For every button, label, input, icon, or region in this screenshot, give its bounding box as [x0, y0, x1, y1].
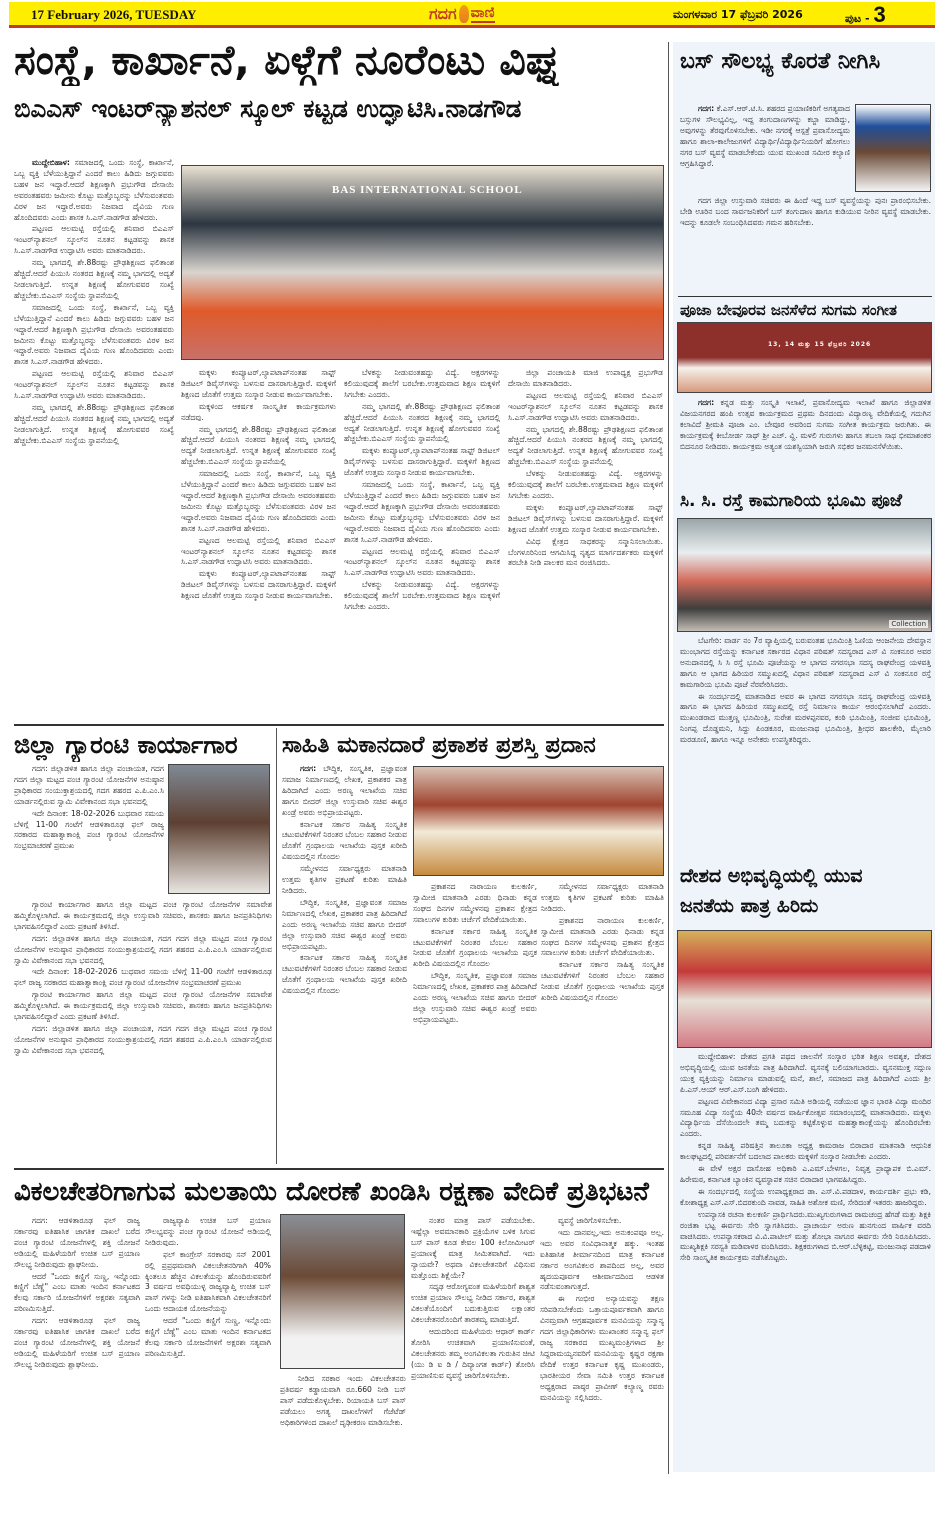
vikalachetana-col3 — [411, 1216, 535, 1474]
vikalachetana-portrait-photo — [280, 1214, 405, 1369]
page-number — [845, 2, 886, 27]
vikalachetana-paragraph: ನಂತರ ಮಾತ್ರ ಪಾಸ್ ಪಡೆಯಬೇಕು. ಇಷ್ಟೆಲ್ಲಾ ಅವಮಾನಕಾರಿ ಪ್ರಕ್ರಿಯೆಗಳ ಬಳಿಕ ಸಿಗುವ ಬಸ್ ಪಾಸ್ ಕೂಡ ಕೇವಲ 100 ಕಿಲೋಮೀಟರ್ ಪ್ರಯಾಣಕ್ಕೆ ಮಾತ್ರ ಸೀಮಿತವಾಗಿದೆ. ಇದು ನ್ಯಾಯವೇ? ಅಥವಾ ವಿಕಲಚೇತನರಿಗೆ ವಿಧಿಸುವ ಮತ್ತೊಂದು ಶಿಕ್ಷೆಯೇ? — [411, 1216, 535, 1280]
sahiti-paragraph: ಪ್ರಕಾಶನದ ನಾರಾಯಣ ಕುಲಕರ್ಣಿ, ಸ್ವಾಮೀಜಿ ಮಾತನಾಡಿ ಎರಡು ಧಿನಾಡು ಕನ್ನಡ ಸಂಘದ ದಿನಗಳ ಸಮ್ಮೇಳನವು ಪ್ರಕಾಶನ ಕ್ಷೇತ್ರದ ಸವಾಲುಗಳ ಕುರಿತು ಚರ್ಚೆಗೆ ವೇದಿಕೆಯಾಯಿತು. — [541, 915, 664, 958]
vikalachetana-paragraph: ಸದೃಢ ಆರೋಗ್ಯವಂತ ಮಹಿಳೆಯರಿಗೆ ಶಾಶ್ವತ ಉಚಿತ ಪ್ರಯಾಣ ಸೌಲಭ್ಯ ನೀಡಿದ ಸರ್ಕಾರ, ಶಾಶ್ವತ ವಿಕಲತೆಯೊಂದಿಗೆ ಬದುಕುತ್ತಿರುವ ಲಕ್ಷಾಂತರ ವಿಕಲಚೇತನರೊಂದಿಗೆ ತಾರತಮ್ಯ ಮಾಡುತ್ತಿದೆ. — [411, 1282, 535, 1325]
main-article-col3 — [344, 368, 500, 718]
main-paragraph: ಸಮಾಜದಲ್ಲಿ ಒಂದು ಸಂಸ್ಥೆ, ಕಾರ್ಖಾನೆ, ಒಬ್ಬ ವ್ಯಕ್ತಿ ಬೆಳೆಯುತ್ತಿದ್ದಾನೆ ಎಂದರೆ ಕಾಲು ಹಿಡಿದು ಜಗ್ಗುವವರು ಬಹಳ ಜನ ಇದ್ದಾರೆ.ಆದರೆ ಶಿಕ್ಷಣಕ್ಕಾಗಿ ಪ್ರಭುಗೌಡ ದೇಸಾಯಿ ಅವರಂತಹವರು ಜಮೀನು ಕೊಟ್ಟು ಮತ್ತೊಬ್ಬರನ್ನು ಬೆಳೆಸುವಂತವರು ವಿರಳ ಜನ ಇದ್ದಾರೆ.ಅವರು ನಿಜವಾದ ದೈವಿಯ ಗುಣ ಹೊಂದಿದವರು ಎಂದು ಶಾಸಕ ಸಿ.ಎಸ್.ನಾಡಗೌಡ ಹೇಳಿದರು. — [344, 480, 500, 544]
youth-paragraph: ಪಟ್ಟಣದ ವಿವೇಕಾನಂದ ವಿದ್ಯಾ ಪ್ರಸಾರ ಸಮಿತಿ ಅಡಿಯಲ್ಲಿ ನಡೆಯುವ ಜ್ಞಾನ ಭಾರತಿ ವಿದ್ಯಾ ಮಂದಿರ ಸಮೂಹ ವಿದ್ಯಾ ಸಂಸ್ಥೆಯ 40ನೇ ವರ್ಷದ ವಾರ್ಷಿಕೋತ್ಸವ ಸಮಾರಂಭದಲ್ಲಿ ಮಾತನಾಡಿದರು. ಮಕ್ಕಳು ವಿದ್ಯಾರ್ಥಿಯ ದೆಸೆಯಿಂದಲೇ ತಮ್ಮ ಬದುಕನ್ನು ಕಟ್ಟಿಕೊಳ್ಳುವ ಮಹತ್ವಾಕಾಂಕ್ಷೆಯನ್ನು ಹೊಂದಿರಬೇಕು ಎಂದರು. — [680, 1096, 931, 1139]
section-divider — [14, 1168, 664, 1170]
vikalachetana-headline: ವಿಕಲಚೇತರಿಗಾಗುವ ಮಲತಾಯಿ ದೋರಣೆ ಖಂಡಿಸಿ ರಕ್ಷಣಾ ವೇದಿಕೆ ಪ್ರತಿಭಟನೆ — [14, 1177, 649, 1207]
main-article-photo — [181, 165, 664, 360]
vikalachetana-paragraph: ಫಲ್ ಕಾಂಗ್ರೇಸ್ ಸರಕಾರವು ಸನ್ 2001 ರಲ್ಲಿ ಪ್ರಪ್ರಥಮವಾಗಿ ವಿಕಲಚೇತನರಿಗಾಗಿ 40% ಕ್ಕಿಂತಲೂ ಹೆಚ್ಚಿನ ವಿಕಲತೆಯನ್ನು ಹೊಂದಿರುವವರಿಗೆ 3 ವರ್ಷದ ಅವಧಿಯುಳ್ಳ ರಾಜ್ಯವ್ಯಾಪ್ತಿ ಉಚಿತ ಬಸ್ ಪಾಸ್ ಗಳನ್ನು ನೀಡಿ ಐತಿಹಾಸಿಕವಾಗಿ ವಿಕಲಚೇತನರಿಗೆ ಒಂದು ಆದಾಯಕ ಯೋಜನೆಯನ್ನು — [145, 1249, 271, 1314]
vikalachetana-paragraph: ಈ ಗಂಭೀರ ಅನ್ಯಾಯವನ್ನು ತಕ್ಷಣ ಸರಿಪಡಿಸಬೇಕೆಂದು ಒತ್ತಾಯಪೂರ್ವಕವಾಗಿ ಹಾಗೂ ವಿನಮ್ರವಾಗಿ ಆಗ್ರಹಪೂರ್ವಕ ಮನವಿಯನ್ನು ಸನ್ಮಾನ್ಯ ಗದಗ ಜಿಲ್ಲಾಧಿಕಾರಿಗಳು ಮುಖಾಂತರ ಸನ್ಮಾನ್ಯ ಫಲ್ ರಾಜ್ಯ ಸರಕಾರದ ಮುಖ್ಯಮಂತ್ರಿಗಳಾದ ಶ್ರೀ ಸಿದ್ದರಾಮಯ್ಯನವರಿಗೆ ಮನವಿಯನ್ನು ಕೃಷ್ಣರ ರಕ್ಷಣಾ ವೇದಿಕೆ ಉತ್ತರ ಕರ್ನಾಟಕ ಕೃಷ್ಣ ಮುಖಂಡರು, ಭಾರತೀಯರ ಸೇವಾ ಸಮಿತಿ ಉತ್ತರ ಕರ್ನಾಟಕ ಅಧ್ಯಕ್ಷರಾದ ಪಾಷ್ಠರ ಪ್ರಾವೀಣ್ ಕಲ್ಯಾಣ್ಮ ರವರು ಮನವಿಯನ್ನು ಸಲ್ಲಿಸಿದರು. — [540, 1294, 664, 1402]
vikalachetana-paragraph: ಆದರೆ "ಒಂದು ಕಣ್ಣಿಗೆ ಸುಣ್ಣ, ಇನ್ನೊಂದು ಕಣ್ಣಿಗೆ ಬೆಣ್ಣೆ" ಎಂಬ ಮಾತು ಇಂದಿನ ಕರ್ನಾಟಕದ ಕೆಲವು ಸರ್ಕಾರಿ ಯೋಜನೆಗಳಿಗೆ ಅಕ್ಷರಶಃ ಸತ್ಯವಾಗಿ ಪರಿಣಮಿಸುತ್ತಿದೆ. — [14, 1271, 140, 1314]
column-divider — [668, 42, 669, 1474]
music-headline: ಪೂಜಾ ಬೇವೂರವ ಜನಸೆಳೆದ ಸುಗಮ ಸಂಗೀತ — [680, 301, 897, 319]
logo-text-left: ಗದಗ — [429, 4, 457, 23]
youth-paragraph: ಮುದ್ದೇಬಿಹಾಳ: ದೇಶದ ಪ್ರಗತಿ ಪಥದ ಚಾಲನೆಗೆ ಸಂಸ್ಕಾರ ಭರಿತ ಶಿಕ್ಷಣ ಅವಶ್ಯಕ, ದೇಶದ ಅಭಿವೃದ್ಧಿಯಲ್ಲಿ ಯುವ ಜನತೆಯ ಪಾತ್ರ ಹಿರಿದಾಗಿದೆ. ವ್ಯಸನಕ್ಕೆ ಬಲಿಯಾಗಬಾರದು. ವ್ಯಸನಮುಕ್ತ ಸದ್ಗುಣ ಯುಕ್ತ ವ್ಯಕ್ತಿಯನ್ನು ನಿರ್ಮಾಣ ಮಾಡುವಲ್ಲಿ ಮನೆ, ಶಾಲೆ, ಸಮಾಜದ ಪಾತ್ರ ಹಿರಿದಾಗಿದೆ ಎಂದು ಶ್ರೀ ಪಿ.ಎಸ್.ಆಯ್ ಆರ್.ಎಸ್.ಬಂಗಿ ಹೇಳಿದರು. — [680, 1052, 931, 1094]
sahiti-paragraph: ಕರ್ನಾಟಕ ಸರ್ಕಾರ ಸಾಹಿತ್ಯ ಸಂಸ್ಕೃತಿಕ ಚಟುವಟಿಕೆಗಳಿಗೆ ನಿರಂತರ ಬೆಂಬಲ ಸಹಕಾರ ನೀಡುವ ಜೊತೆಗೆ ಗ್ರಂಥಾಲಯ ಇಲಾಖೆಯ ಪುಸ್ತಕ ಖರೀದಿ ವಿಷಯದಲ್ಲಿನ ಗೊಂದಲ — [541, 960, 664, 1003]
main-paragraph: ಮಕ್ಕಳಿಂದ ಆಕರ್ಷಕ ಸಾಂಸ್ಕೃತಿಕ ಕಾರ್ಯಕ್ರಮಗಳು ನಡೆದವು. — [181, 401, 336, 422]
sahiti-paragraph: ಬೌದ್ಧಿಕ, ಸಂಸ್ಕೃತಿಕ, ಪ್ರಜ್ಞಾವಂತ ಸಮಾಜ ನಿರ್ಮಾಣದಲ್ಲಿ ಲೇಖಕ, ಪ್ರಕಾಶಕರ ಪಾತ್ರ ಹಿರಿದಾಗಿದೆ ಎಂದು ಅರಣ್ಯ ಇಲಾಖೆಯ ಸಚಿವ ಹಾಗೂ ಬೀದರ್ ಜಿಲ್ಲಾ ಉಸ್ತುವಾರಿ ಸಚಿವ ಈಶ್ವರ ಖಂಡ್ರೆ ಅವರು ಅಭಿಪ್ರಾಯಪಟ್ಟರು. — [282, 764, 407, 817]
vikalachetana-paragraph: ಗದಗ: ಆಡಳಿತಾರೂಢ ಫಲ್ ರಾಜ್ಯ ಸರ್ಕಾರವು ಐತಿಹಾಸಿಕ ಜಾಗತಿಕ ದಾಖಲೆ ಬರೆದ ಪಂಚ ಗ್ಯಾರಂಟಿ ಯೋಜನೆಗಳಲ್ಲಿ ಶಕ್ತಿ ಯೋಜನೆ ಅಡಿಯಲ್ಲಿ ಮಹಿಳೆಯರಿಗೆ ಉಚಿತ ಬಸ್ ಪ್ರಯಾಣ ಸೌಲಭ್ಯ ನೀಡಿರುವುದು ಶ್ಲಾಘನೀಯ. — [14, 1316, 140, 1369]
sahiti-dateline: ಗದಗ: — [300, 764, 317, 773]
sahiti-paragraph: ಕರ್ನಾಟಕ ಸರ್ಕಾರ ಸಾಹಿತ್ಯ ಸಂಸ್ಕೃತಿಕ ಚಟುವಟಿಕೆಗಳಿಗೆ ನಿರಂತರ ಬೆಂಬಲ ಸಹಕಾರ ನೀಡುವ ಜೊತೆಗೆ ಗ್ರಂಥಾಲಯ ಇಲಾಖೆಯ ಪುಸ್ತಕ ಖರೀದಿ ವಿಷಯದಲ್ಲಿನ ಗೊಂದಲ — [282, 953, 407, 996]
main-paragraph: ನಮ್ಮ ಭಾಗದಲ್ಲಿ ಶೇ.88ರಷ್ಟು ಪ್ರೌಢಶಿಕ್ಷಣದ ಫಲಿತಾಂಶ ಹೆಚ್ಚಿದೆ.ಆದರೆ ಪಿಯುಸಿ ನಂತರದ ಶಿಕ್ಷಣಕ್ಕೆ ನಮ್ಮ ಭಾಗದಲ್ಲಿ ಅದ್ಯತೆ ನೀಡಲಾಗುತ್ತಿದೆ. ಉನ್ನತ ಶಿಕ್ಷಣಕ್ಕೆ ಹೋಗುವವರ ಸಂಖ್ಯೆ ಹೆಚ್ಚಬೇಕು.ಬಿಎಎಸ್ ಸಂಸ್ಥೆಯ ಸ್ಥಾಪನೆಯಲ್ಲಿ — [181, 424, 336, 467]
bus-headline: ಬಸ್ ಸೌಲಭ್ಯ ಕೊರತೆ ನೀಗಿಸಿ — [680, 49, 881, 74]
main-paragraph: ಬೆಳಕನ್ನು ನೀಡುವಂತಹದ್ದು ವಿದ್ಯೆ. ಅಕ್ಷರಗಳನ್ನು ಕಲಿಯುವುದಕ್ಕೆ ಶಾಲೆಗೆ ಬರಬೇಕು.ಉತ್ತಮವಾದ ಶಿಕ್ಷಣ ಮಕ್ಕಳಿಗೆ ಸಿಗಬೇಕು ಎಂದರು. — [508, 469, 663, 500]
guarantee-text-col — [14, 764, 164, 896]
guarantee-paragraph: ಗದಗ: ಜಿಲ್ಲಾಡಳಿತ ಹಾಗೂ ಜಿಲ್ಲಾ ಪಂಚಾಯತ, ಗದಗ ಗದಗ ಜಿಲ್ಲಾ ಮಟ್ಟದ ಪಂಚ ಗ್ಯಾರಂಟಿ ಯೋಜನೆಗಳ ಅನುಷ್ಠಾನ ಪ್ರಾಧಿಕಾರದ ಸಂಯುಕ್ತಾಶ್ರಯದಲ್ಲಿ ಗದಗ ಶಹರದ ಎ.ಪಿ.ಎಂ.ಸಿ ಯಾರ್ಡನಲ್ಲಿರುವ ಸ್ವಾಮಿ ವಿವೇಕಾನಂದ ಸಭಾ ಭವನದಲ್ಲಿ — [14, 764, 164, 806]
guarantee-paragraph: ಗ್ಯಾರಂಟಿ ಕಾರ್ಯಾಗಾರ ಹಾಗೂ ಜಿಲ್ಲಾ ಮಟ್ಟದ ಪಂಚ ಗ್ಯಾರಂಟಿ ಯೋಜನೆಗಳ ಸಮಾವೇಶ ಹಮ್ಮಿಕೊಳ್ಳಲಾಗಿದೆ. ಈ ಕಾರ್ಯಕ್ರಮದಲ್ಲಿ ಜಿಲ್ಲಾ ಉಸ್ತುವಾರಿ ಸಚಿವರು, ಶಾಸಕರು ಹಾಗೂ ಜನಪ್ರತಿನಿಧಿಗಳು ಭಾಗವಹಿಸಲಿದ್ದಾರೆ ಎಂದು ಪ್ರಕಟಣೆ ತಿಳಿಸಿದೆ. — [14, 990, 272, 1022]
music-paragraph: ಕನ್ನಡ ಮತ್ತು ಸಂಸ್ಕೃತಿ ಇಲಾಖೆ, ಪ್ರವಾಸೋದ್ಯಮ ಇಲಾಖೆ ಹಾಗೂ ಜಿಲ್ಲಾಡಳಿತ ವಿಜಯನಗರದ ಹಂಪಿ ಉತ್ಸವ ಕಾರ್ಯಕ್ರಮದ ಪ್ರಥಮ ದಿನದಂದು ವಿದ್ಯಾರಣ್ಯ ವೇದಿಕೆಯಲ್ಲಿ ಗದುಗಿನ ಕಲಾವಿದೆ ಶ್ರೀಮತಿ ಪೂಜಾ ಎಂ. ಬೇವೂರ ಅವರಿಂದ ಸುಗಮ ಸಂಗೀತ ಕಾರ್ಯಕ್ರಮ ಜರುಗಿತು. ಈ ಕಾರ್ಯಕ್ರಮಕ್ಕೆ ಕೀಬೋರ್ಡ ಸಾಥ್ ಶ್ರೀ ಎಚ್. ವ್ಹಿ. ಮಳಲಿ ಗುರುಗಳು ಹಾಗೂ ತಬಲಾ ಸಾಥ ಭೀಮಾಶಂಕರ ಬಿದನೂರ ನೀಡಿದರು. ಕಾರ್ಯಕ್ರಮ ಅತ್ಯಂತ ಯಶಸ್ವಿಯಾಗಿ ಜರುಗಿ ಸಭಿಕರ ಜನಮನಸೆಳೆಯಿತು. — [680, 398, 931, 451]
main-paragraph: ಮಕ್ಕಳು ಕಂಪ್ಯೂಟರ್,ಲ್ಯಾಪಟಾಪ್‌ನಂತಹ ಸಾಫ್ಟ್ ಡಿಜಿಟಲ್ ಡಿವೈಸ್‌ಗಳನ್ನು ಬಳಸುವ ದಾಸರಾಗುತ್ತಿದ್ದಾರೆ. ಮಕ್ಕಳಿಗೆ ಶಿಕ್ಷಣದ ಜೊತೆಗೆ ಉತ್ತಮ ಸಂಸ್ಕಾರ ನೀಡುವ ಕಾರ್ಯವಾಗಬೇಕು. — [508, 502, 663, 534]
vikalachetana-photo-caption-col — [280, 1374, 406, 1474]
vikalachetana-paragraph: ಗದಗ: ಆಡಳಿತಾರೂಢ ಫಲ್ ರಾಜ್ಯ ಸರ್ಕಾರವು ಐತಿಹಾಸಿಕ ಜಾಗತಿಕ ದಾಖಲೆ ಬರೆದ ಪಂಚ ಗ್ಯಾರಂಟಿ ಯೋಜನೆಗಳಲ್ಲಿ ಶಕ್ತಿ ಯೋಜನೆ ಅಡಿಯಲ್ಲಿ ಮಹಿಳೆಯರಿಗೆ ಉಚಿತ ಬಸ್ ಪ್ರಯಾಣ ಸೌಲಭ್ಯ ನೀಡಿರುವುದು ಶ್ಲಾಘನೀಯ. — [14, 1216, 140, 1269]
bus-dateline: ಗದಗ: — [698, 104, 715, 113]
main-paragraph: ವಿವಿಧ ಕ್ಷೇತ್ರದ ಸಾಧಕರನ್ನು ಸನ್ಮಾನಿಸಲಾಯಿತು. ಬೆಂಗಳೂರಿನಿಂದ ಆಗಮಿಸಿದ್ದ ನೃತ್ಯದ ಮಾರ್ಗದರ್ಶಕರು ಮಕ್ಕಳಿಗೆ ತರಬೇತಿ ನೀಡಿ ಪಾಲಕರ ಮನ ರಂಜಿಸಿದರು. — [508, 536, 663, 568]
page-label: ಪುಟ - — [845, 12, 870, 25]
main-article-col4 — [508, 368, 663, 718]
guarantee-portrait-photo — [168, 764, 270, 894]
flame-icon — [459, 5, 469, 23]
vikalachetana-paragraph: ವ್ಯವಸ್ಥೆ ಜಾರಿಗೊಳಿಸಬೇಕು. — [558, 1216, 622, 1225]
main-paragraph: ಮಕ್ಕಳು ಕಂಪ್ಯೂಟರ್,ಲ್ಯಾಪಟಾಪ್‌ನಂತಹ ಸಾಫ್ಟ್ ಡಿಜಿಟಲ್ ಡಿವೈಸ್‌ಗಳನ್ನು ಬಳಸುವ ದಾಸರಾಗುತ್ತಿದ್ದಾರೆ. ಮಕ್ಕಳಿಗೆ ಶಿಕ್ಷಣದ ಜೊತೆಗೆ ಉತ್ತಮ ಸಂಸ್ಕಾರ ನೀಡುವ ಕಾರ್ಯವಾಗಬೇಕು. — [344, 446, 500, 478]
guarantee-paragraph: ಗದಗ: ಜಿಲ್ಲಾಡಳಿತ ಹಾಗೂ ಜಿಲ್ಲಾ ಪಂಚಾಯತ, ಗದಗ ಗದಗ ಜಿಲ್ಲಾ ಮಟ್ಟದ ಪಂಚ ಗ್ಯಾರಂಟಿ ಯೋಜನೆಗಳ ಅನುಷ್ಠಾನ ಪ್ರಾಧಿಕಾರದ ಸಂಯುಕ್ತಾಶ್ರಯದಲ್ಲಿ ಗದಗ ಶಹರದ ಎ.ಪಿ.ಎಂ.ಸಿ ಯಾರ್ಡನಲ್ಲಿರುವ ಸ್ವಾಮಿ ವಿವೇಕಾನಂದ ಸಭಾ ಭವನದಲ್ಲಿ — [14, 1023, 272, 1055]
youth-paragraph: ಕನ್ನಡ ಸಾಹಿತ್ಯ ಪರಿಷತ್ತಿನ ತಾಲೂಕಾ ಅಧ್ಯಕ್ಷ ಕಾಮರಾಜ ಬಿರಾದಾರ ಮಾತನಾಡಿ ಆಧುನಿಕ ಕಾಲಘಟ್ಟದಲ್ಲಿ ಪರಿವರ್ತನೆಗೆ ಬದಲಾದ ಪಾಲಕರು ಮಕ್ಕಳಿಗೆ ಸಂಸ್ಕಾರ ನೀಡಬೇಕು ಎಂದರು. — [680, 1141, 931, 1162]
main-paragraph: ಪಟ್ಟಣದ ಆಲಮಟ್ಟಿ ರಸ್ತೆಯಲ್ಲಿ ಶನಿವಾರ ಬಿಎಎಸ್ ಇಂಟರ್‌ನ್ಯಾಶನಲ್ ಸ್ಕೂಲ್‌ನ ನೂತನ ಕಟ್ಟಡವನ್ನು ಶಾಸಕ ಸಿ.ಎಸ್.ನಾಡಗೌಡ ಉದ್ಘಾಟಿಸಿ ಅವರು ಮಾತನಾಡಿದರು. — [14, 224, 174, 256]
masthead — [9, 2, 935, 28]
main-paragraph: ನಮ್ಮ ಭಾಗದಲ್ಲಿ ಶೇ.88ರಷ್ಟು ಪ್ರೌಢಶಿಕ್ಷಣದ ಫಲಿತಾಂಶ ಹೆಚ್ಚಿದೆ.ಆದರೆ ಪಿಯುಸಿ ನಂತರದ ಶಿಕ್ಷಣಕ್ಕೆ ನಮ್ಮ ಭಾಗದಲ್ಲಿ ಅದ್ಯತೆ ನೀಡಲಾಗುತ್ತಿದೆ. ಉನ್ನತ ಶಿಕ್ಷಣಕ್ಕೆ ಹೋಗುವವರ ಸಂಖ್ಯೆ ಹೆಚ್ಚಬೇಕು.ಬಿಎಎಸ್ ಸಂಸ್ಥೆಯ ಸ್ಥಾಪನೆಯಲ್ಲಿ — [14, 402, 174, 445]
photo-banner-text: BAS INTERNATIONAL SCHOOL — [332, 184, 523, 196]
bus-paragraph: ಗದಗ ಜಿಲ್ಲಾ ಉಸ್ತುವಾರಿ ಸಚಿವರು ಈ ಹಿಂದೆ ಇದ್ದ ಬಸ್ ವ್ಯವಸ್ಥೆಯನ್ನು ಪುನಃ ಪ್ರಾರಂಭಿಸಬೇಕು. ಬೇಡಿ ಊರಿನ ಬಂದ ಸಾರ್ವಜನಿಕರಿಗೆ ಬಸ್ ತಂಗುದಾಣ ಹಾಗೂ ಕುಡಿಯುವ ನೀರಿನ ವ್ಯವಸ್ಥೆ ಮಾಡಬೇಕು. ಇದನ್ನು ಕೂಡಲೇ ಸಂಬಂಧಿಸಿದವರು ಗಮನ ಹರಿಸಬೇಕು. — [680, 196, 931, 227]
vikalachetana-paragraph: ಆದರೆ "ಒಂದು ಕಣ್ಣಿಗೆ ಸುಣ್ಣ, ಇನ್ನೊಂದು ಕಣ್ಣಿಗೆ ಬೆಣ್ಣೆ" ಎಂಬ ಮಾತು ಇಂದಿನ ಕರ್ನಾಟಕದ ಕೆಲವು ಸರ್ಕಾರಿ ಯೋಜನೆಗಳಿಗೆ ಅಕ್ಷರಶಃ ಸತ್ಯವಾಗಿ ಪರಿಣಮಿಸುತ್ತಿದೆ. — [145, 1316, 271, 1358]
main-paragraph: ಸಮಾಜದಲ್ಲಿ ಒಂದು ಸಂಸ್ಥೆ, ಕಾರ್ಖಾನೆ, ಒಬ್ಬ ವ್ಯಕ್ತಿ ಬೆಳೆಯುತ್ತಿದ್ದಾನೆ ಎಂದರೆ ಕಾಲು ಹಿಡಿದು ಜಗ್ಗುವವರು ಬಹಳ ಜನ ಇದ್ದಾರೆ.ಆದರೆ ಶಿಕ್ಷಣಕ್ಕಾಗಿ ಪ್ರಭುಗೌಡ ದೇಸಾಯಿ ಅವರಂತಹವರು ಜಮೀನು ಕೊಟ್ಟು ಮತ್ತೊಬ್ಬರನ್ನು ಬೆಳೆಸುವಂತವರು ವಿರಳ ಜನ ಇದ್ದಾರೆ.ಅವರು ನಿಜವಾದ ದೈವಿಯ ಗುಣ ಹೊಂದಿದವರು ಎಂದು ಶಾಸಕ ಸಿ.ಎಸ್.ನಾಡಗೌಡ ಹೇಳಿದರು. — [14, 302, 174, 367]
youth-text — [680, 1052, 931, 1472]
main-paragraph: ನಮ್ಮ ಭಾಗದಲ್ಲಿ ಶೇ.88ರಷ್ಟು ಪ್ರೌಢಶಿಕ್ಷಣದ ಫಲಿತಾಂಶ ಹೆಚ್ಚಿದೆ.ಆದರೆ ಪಿಯುಸಿ ನಂತರದ ಶಿಕ್ಷಣಕ್ಕೆ ನಮ್ಮ ಭಾಗದಲ್ಲಿ ಅದ್ಯತೆ ನೀಡಲಾಗುತ್ತಿದೆ. ಉನ್ನತ ಶಿಕ್ಷಣಕ್ಕೆ ಹೋಗುವವರ ಸಂಖ್ಯೆ ಹೆಚ್ಚಬೇಕು.ಬಿಎಎಸ್ ಸಂಸ್ಥೆಯ ಸ್ಥಾಪನೆಯಲ್ಲಿ — [344, 401, 500, 444]
main-paragraph: ಸಮಾಜದಲ್ಲಿ ಒಂದು ಸಂಸ್ಥೆ, ಕಾರ್ಖಾನೆ, ಒಬ್ಬ ವ್ಯಕ್ತಿ ಬೆಳೆಯುತ್ತಿದ್ದಾನೆ ಎಂದರೆ ಕಾಲು ಹಿಡಿದು ಜಗ್ಗುವವರು ಬಹಳ ಜನ ಇದ್ದಾರೆ.ಆದರೆ ಶಿಕ್ಷಣಕ್ಕಾಗಿ ಪ್ರಭುಗೌಡ ದೇಸಾಯಿ ಅವರಂತಹವರು ಜಮೀನು ಕೊಟ್ಟು ಮತ್ತೊಬ್ಬರನ್ನು ಬೆಳೆಸುವಂತವರು ವಿರಳ ಜನ ಇದ್ದಾರೆ.ಅವರು ನಿಜವಾದ ದೈವಿಯ ಗುಣ ಹೊಂದಿದವರು ಎಂದು ಶಾಸಕ ಸಿ.ಎಸ್.ನಾಡಗೌಡ ಹೇಳಿದರು. — [14, 158, 174, 222]
main-paragraph: ನಮ್ಮ ಭಾಗದಲ್ಲಿ ಶೇ.88ರಷ್ಟು ಪ್ರೌಢಶಿಕ್ಷಣದ ಫಲಿತಾಂಶ ಹೆಚ್ಚಿದೆ.ಆದರೆ ಪಿಯುಸಿ ನಂತರದ ಶಿಕ್ಷಣಕ್ಕೆ ನಮ್ಮ ಭಾಗದಲ್ಲಿ ಅದ್ಯತೆ ನೀಡಲಾಗುತ್ತಿದೆ. ಉನ್ನತ ಶಿಕ್ಷಣಕ್ಕೆ ಹೋಗುವವರ ಸಂಖ್ಯೆ ಹೆಚ್ಚಬೇಕು.ಬಿಎಎಸ್ ಸಂಸ್ಥೆಯ ಸ್ಥಾಪನೆಯಲ್ಲಿ — [508, 424, 663, 467]
sahiti-paragraph: ಬೌದ್ಧಿಕ, ಸಂಸ್ಕೃತಿಕ, ಪ್ರಜ್ಞಾವಂತ ಸಮಾಜ ನಿರ್ಮಾಣದಲ್ಲಿ ಲೇಖಕ, ಪ್ರಕಾಶಕರ ಪಾತ್ರ ಹಿರಿದಾಗಿದೆ ಎಂದು ಅರಣ್ಯ ಇಲಾಖೆಯ ಸಚಿವ ಹಾಗೂ ಬೀದರ್ ಜಿಲ್ಲಾ ಉಸ್ತುವಾರಿ ಸಚಿವ ಈಶ್ವರ ಖಂಡ್ರೆ ಅವರು ಅಭಿಪ್ರಾಯಪಟ್ಟರು. — [413, 971, 537, 1024]
vikalachetana-col2 — [145, 1216, 271, 1474]
sahiti-paragraph: ಸಮ್ಮೇಳನದ ಸರ್ವಾಧ್ಯಕ್ಷರು ಮಾತನಾಡಿ ಉತ್ತಮ ಕೃತಿಗಳ ಪ್ರಕಟಣೆ ಕುರಿತು ಮಾಹಿತಿ ನೀಡಿದರು. — [541, 882, 664, 913]
main-article-col2 — [181, 368, 336, 718]
youth-paragraph: ಈ ಸಂದರ್ಭದಲ್ಲಿ ಸಂಸ್ಥೆಯ ಉಪಾಧ್ಯಕ್ಷರಾದ ಡಾ. ಎಸ್.ವಿ.ಪಡದಾಳ, ಕಾರ್ಯದರ್ಶಿ ಪ್ರಭು ಕಡಿ, ಕೋಶಾಧ್ಯಕ್ಷ ಎಸ್.ಎಸ್.ಬಿದರಕುಂದಿ ನಾವಡ, ಸಾಹಿತಿ ಅಶೋಕ ಮಣಿ, ಸೇರಿದಂತೆ ಇತರರು ಹಾಜರಿದ್ದರು. — [680, 1186, 931, 1207]
vikalachetana-col4 — [540, 1216, 664, 1474]
sahiti-text-col3 — [541, 882, 664, 1164]
main-paragraph: ಸಮಾಜದಲ್ಲಿ ಒಂದು ಸಂಸ್ಥೆ, ಕಾರ್ಖಾನೆ, ಒಬ್ಬ ವ್ಯಕ್ತಿ ಬೆಳೆಯುತ್ತಿದ್ದಾನೆ ಎಂದರೆ ಕಾಲು ಹಿಡಿದು ಜಗ್ಗುವವರು ಬಹಳ ಜನ ಇದ್ದಾರೆ.ಆದರೆ ಶಿಕ್ಷಣಕ್ಕಾಗಿ ಪ್ರಭುಗೌಡ ದೇಸಾಯಿ ಅವರಂತಹವರು ಜಮೀನು ಕೊಟ್ಟು ಮತ್ತೊಬ್ಬರನ್ನು ಬೆಳೆಸುವಂತವರು ವಿರಳ ಜನ ಇದ್ದಾರೆ.ಅವರು ನಿಜವಾದ ದೈವಿಯ ಗುಣ ಹೊಂದಿದವರು ಎಂದು ಶಾಸಕ ಸಿ.ಎಸ್.ನಾಡಗೌಡ ಹೇಳಿದರು. — [181, 469, 336, 533]
youth-headline-line2: ಜನತೆಯ ಪಾತ್ರ ಹಿರಿದು — [680, 895, 819, 917]
sahiti-paragraph: ಸಮ್ಮೇಳನದ ಸರ್ವಾಧ್ಯಕ್ಷರು ಮಾತನಾಡಿ ಉತ್ತಮ ಕೃತಿಗಳ ಪ್ರಕಟಣೆ ಕುರಿತು ಮಾಹಿತಿ ನೀಡಿದರು. — [282, 864, 407, 895]
main-paragraph: ಪಟ್ಟಣದ ಆಲಮಟ್ಟಿ ರಸ್ತೆಯಲ್ಲಿ ಶನಿವಾರ ಬಿಎಎಸ್ ಇಂಟರ್‌ನ್ಯಾಶನಲ್ ಸ್ಕೂಲ್‌ನ ನೂತನ ಕಟ್ಟಡವನ್ನು ಶಾಸಕ ಸಿ.ಎಸ್.ನಾಡಗೌಡ ಉದ್ಘಾಟಿಸಿ ಅವರು ಮಾತನಾಡಿದರು. — [181, 535, 336, 567]
vikalachetana-paragraph: ನೀಡಿದ ಸರಕಾರ ಇಂದು ವಿಕಲಚೇತನರು ಪ್ರತಿವರ್ಷ ಕಡ್ಡಾಯವಾಗಿ ರೂ.660 ನೀಡಿ ಬಸ್ ಪಾಸ್ ಪಡೆದುಕೊಳ್ಳಬೇಕು. ರಿಯಾಯತಿ ಬಸ್ ಪಾಸ್ ಪಡೆಯಲು ಅಗತ್ಯ ದಾಖಲೆಗಳಿಗೆ ಗೆಜೆಟೆಡ್ ಅಧಿಕಾರಿಗಳಿಂದ ದಾಖಲೆ ದೃಢೀಕರಣ ಮಾಡಿಸಬೇಕು. — [280, 1374, 406, 1427]
main-paragraph: ಪಟ್ಟಣದ ಆಲಮಟ್ಟಿ ರಸ್ತೆಯಲ್ಲಿ ಶನಿವಾರ ಬಿಎಎಸ್ ಇಂಟರ್‌ನ್ಯಾಶನಲ್ ಸ್ಕೂಲ್‌ನ ನೂತನ ಕಟ್ಟಡವನ್ನು ಶಾಸಕ ಸಿ.ಎಸ್.ನಾಡಗೌಡ ಉದ್ಘಾಟಿಸಿ ಅವರು ಮಾತನಾಡಿದರು. — [14, 369, 174, 401]
main-paragraph: ಬೆಳಕನ್ನು ನೀಡುವಂತಹದ್ದು ವಿದ್ಯೆ. ಅಕ್ಷರಗಳನ್ನು ಕಲಿಯುವುದಕ್ಕೆ ಶಾಲೆಗೆ ಬರಬೇಕು.ಉತ್ತಮವಾದ ಶಿಕ್ಷಣ ಮಕ್ಕಳಿಗೆ ಸಿಗಬೇಕು ಎಂದರು. — [344, 580, 500, 612]
guarantee-paragraph: ಗದಗ: ಜಿಲ್ಲಾಡಳಿತ ಹಾಗೂ ಜಿಲ್ಲಾ ಪಂಚಾಯತ, ಗದಗ ಗದಗ ಜಿಲ್ಲಾ ಮಟ್ಟದ ಪಂಚ ಗ್ಯಾರಂಟಿ ಯೋಜನೆಗಳ ಅನುಷ್ಠಾನ ಪ್ರಾಧಿಕಾರದ ಸಂಯುಕ್ತಾಶ್ರಯದಲ್ಲಿ ಗದಗ ಶಹರದ ಎ.ಪಿ.ಎಂ.ಸಿ ಯಾರ್ಡನಲ್ಲಿರುವ ಸ್ವಾಮಿ ವಿವೇಕಾನಂದ ಸಭಾ ಭವನದಲ್ಲಿ — [14, 933, 272, 965]
main-headline: ಸಂಸ್ಥೆ, ಕಾರ್ಖಾನೆ, ಏಳ್ಗೆಗೆ ನೂರೆಂಟು ವಿಘ್ನ — [14, 36, 563, 84]
bhoomi-headline: ಸಿ. ಸಿ. ರಸ್ತೆ ಕಾಮಗಾರಿಯ ಭೂಮಿ ಪೂಜೆ — [680, 491, 903, 511]
guarantee-paragraph: ಇದೇ ದಿನಾಂಕ: 18-02-2026 ಬುಧವಾರ ಸಮಯ ಬೆಳಿಗ್ಗೆ 11-00 ಗಂಟೆಗೆ ಆಡಳಿತಾರೂಢ ಫಲ್ ರಾಜ್ಯ ಸರಕಾರದ ಮಹಾತ್ವಾಕಾಂಕ್ಷಿ ಪಂಚ ಗ್ಯಾರಂಟಿ ಯೋಜನೆಗಳ ಸಂಭ್ರಮಾಚರಣೆ ಪ್ರಮುಖ — [14, 967, 272, 988]
sahiti-paragraph: ಪ್ರಕಾಶನದ ನಾರಾಯಣ ಕುಲಕರ್ಣಿ, ಸ್ವಾಮೀಜಿ ಮಾತನಾಡಿ ಎರಡು ಧಿನಾಡು ಕನ್ನಡ ಸಂಘದ ದಿನಗಳ ಸಮ್ಮೇಳನವು ಪ್ರಕಾಶನ ಕ್ಷೇತ್ರದ ಸವಾಲುಗಳ ಕುರಿತು ಚರ್ಚೆಗೆ ವೇದಿಕೆಯಾಯಿತು. — [413, 882, 537, 924]
main-paragraph: ಮಕ್ಕಳು ಕಂಪ್ಯೂಟರ್,ಲ್ಯಾಪಟಾಪ್‌ನಂತಹ ಸಾಫ್ಟ್ ಡಿಜಿಟಲ್ ಡಿವೈಸ್‌ಗಳನ್ನು ಬಳಸುವ ದಾಸರಾಗುತ್ತಿದ್ದಾರೆ. ಮಕ್ಕಳಿಗೆ ಶಿಕ್ಷಣದ ಜೊತೆಗೆ ಉತ್ತಮ ಸಂಸ್ಕಾರ ನೀಡುವ ಕಾರ್ಯವಾಗಬೇಕು. — [181, 368, 336, 399]
youth-paragraph: ಉಪನ್ಯಾಸಕಿ ರಚನಾ ಕುಲಕರ್ಣಿ ಪ್ರಾರ್ಥಿಸಿದರು.ಮುಖ್ಯಗುರುಗಳಾದ ರಾಮಚಂದ್ರ ಹೆಗಡೆ ಮತ್ತು ಶಿಕ್ಷಕಿ ರಂಜಿತಾ ಭಟ್ಟ ಈರ್ವರು ಸೇರಿ ಸ್ವಾಗತಿಸಿದರು. ಪ್ರಾಚಾರ್ಯ ಅರುಣ ಹುನಗುಂದ ವಾರ್ಷಿಕ ವರದಿ ವಾಚಿಸಿದರು. ಉಪನ್ಯಾಸಕರಾದ ವಿ.ವಿ.ಪಾಟೀಲ್ ಮತ್ತು ಶೋಭಾ ನಾಗೂರ ಈರ್ವರು ಸೇರಿ ನಿರೂಪಿಸಿದರು. ಮುಖ್ಯಶಿಕ್ಷಕಿ ಸರಸ್ವತಿ ಮಡಿವಾಳರ ವಂದಿಸಿದರು. ಶಿಕ್ಷಕರುಗಳಾದ ಬಿ.ಆರ್.ಬೆಳ್ಳಿಕಟ್ಟಿ, ಮಂಜುನಾಥ ಪಡದಾಳಿ ಸೇರಿ ಸಾಂಸ್ಕೃತಿಕ ಕಾರ್ಯಕ್ರಮ ನಡೆಸಿಕೊಟ್ಟರು. — [680, 1209, 931, 1263]
guarantee-paragraph: ಗ್ಯಾರಂಟಿ ಕಾರ್ಯಾಗಾರ ಹಾಗೂ ಜಿಲ್ಲಾ ಮಟ್ಟದ ಪಂಚ ಗ್ಯಾರಂಟಿ ಯೋಜನೆಗಳ ಸಮಾವೇಶ ಹಮ್ಮಿಕೊಳ್ಳಲಾಗಿದೆ. ಈ ಕಾರ್ಯಕ್ರಮದಲ್ಲಿ ಜಿಲ್ಲಾ ಉಸ್ತುವಾರಿ ಸಚಿವರು, ಶಾಸಕರು ಹಾಗೂ ಜನಪ್ರತಿನಿಧಿಗಳು ಭಾಗವಹಿಸಲಿದ್ದಾರೆ ಎಂದು ಪ್ರಕಟಣೆ ತಿಳಿಸಿದೆ. — [14, 900, 272, 931]
bus-portrait-photo — [855, 104, 931, 192]
bhoomi-paragraph: ಬೆಟಗೇರಿ: ವಾರ್ಡ ನಂ 7ರ ವ್ಯಾಪ್ತಿಯಲ್ಲಿ ಬರುವಂತಹ ಭೂಮಿಂತ್ರಿ ಓಣಿಯ ಆಂಜನೇಯ ದೇವಸ್ಥಾನ ಮುಂಭಾಗದ ರಸ್ತೆಯನ್ನು ಕರ್ನಾಟಕ ಸರ್ಕಾರದ ವಿಧಾನ ಪರಿಷತ್ ಸದಸ್ಯರಾದ ಎಸ್ ವಿ ಸಂಕನೂರ ಅವರ ಅನುದಾನದಲ್ಲಿ ಸಿ ಸಿ ರಸ್ತೆ ಭೂಮಿ ಪೂಜೆಯನ್ನು ಆ ಭಾಗದ ನಗರಸಭಾ ಸದಸ್ಯ ರಾಘವೇಂದ್ರ ಯಳವತ್ತಿ ಹಾಗೂ ಆ ಭಾಗದ ಹಿರಿಯರ ಸಮ್ಮುಖದಲ್ಲಿ ವಿಧಾನ ಪರಿಷತ್ ಸದಸ್ಯರಾದ ಎಸ್ ವಿ ಸಂಕನೂರ ರಸ್ತೆ ಕಾಮಗಾರಿಯ ಭೂಮಿ ಪೂಜೆ ನೆರವೇರಿಸಿದರು. — [680, 636, 931, 689]
kannada-date: ಮಂಗಳವಾರ 17 ಫೆಬ್ರವರಿ 2026 — [673, 8, 803, 21]
main-paragraph: ಪಟ್ಟಣದ ಆಲಮಟ್ಟಿ ರಸ್ತೆಯಲ್ಲಿ ಶನಿವಾರ ಬಿಎಎಸ್ ಇಂಟರ್‌ನ್ಯಾಶನಲ್ ಸ್ಕೂಲ್‌ನ ನೂತನ ಕಟ್ಟಡವನ್ನು ಶಾಸಕ ಸಿ.ಎಸ್.ನಾಡಗೌಡ ಉದ್ಘಾಟಿಸಿ ಅವರು ಮಾತನಾಡಿದರು. — [508, 390, 663, 422]
guarantee-text-full — [14, 900, 272, 1164]
vikalachetana-col1 — [14, 1216, 140, 1474]
main-paragraph: ಪಟ್ಟಣದ ಆಲಮಟ್ಟಿ ರಸ್ತೆಯಲ್ಲಿ ಶನಿವಾರ ಬಿಎಎಸ್ ಇಂಟರ್‌ನ್ಯಾಶನಲ್ ಸ್ಕೂಲ್‌ನ ನೂತನ ಕಟ್ಟಡವನ್ನು ಶಾಸಕ ಸಿ.ಎಸ್.ನಾಡಗೌಡ ಉದ್ಘಾಟಿಸಿ ಅವರು ಮಾತನಾಡಿದರು. — [344, 546, 500, 578]
sahiti-paragraph: ಬೌದ್ಧಿಕ, ಸಂಸ್ಕೃತಿಕ, ಪ್ರಜ್ಞಾವಂತ ಸಮಾಜ ನಿರ್ಮಾಣದಲ್ಲಿ ಲೇಖಕ, ಪ್ರಕಾಶಕರ ಪಾತ್ರ ಹಿರಿದಾಗಿದೆ ಎಂದು ಅರಣ್ಯ ಇಲಾಖೆಯ ಸಚಿವ ಹಾಗೂ ಬೀದರ್ ಜಿಲ್ಲಾ ಉಸ್ತುವಾರಿ ಸಚಿವ ಈಶ್ವರ ಖಂಡ್ರೆ ಅವರು ಅಭಿಪ್ರಾಯಪಟ್ಟರು. — [282, 897, 407, 951]
bus-paragraph: ಕೆ.ಎಸ್.ಆರ್.ಟಿ.ಸಿ. ಶಹರದ ಪ್ರಯಾಣಿಕರಿಗೆ ಅಗತ್ಯವಾದ ಬಸ್ಸುಗಳ ಸೌಲಭ್ಯವಿಲ್ಲ, ಇದ್ದ ತಂಗುದಾಣಗಳನ್ನು ಕಬ್ಜಾ ಮಾಡಿದ್ದು, ಅವುಗಳನ್ನು ತೆರವುಗೊಳಿಸಬೇಕು. ಇಡೀ ನಗರಕ್ಕೆ ಆಸ್ಪತ್ರೆ ಪ್ರವಾಸೋದ್ಯಮ ಹಾಗೂ ಶಾಲಾ-ಕಾಲೇಜುಗಳಿಗೆ ವಿದ್ಯಾರ್ಥಿ/ವಿದ್ಯಾರ್ಥಿನಿಯರಿಗೆ ಹೋಗಲು ನಗರ ಬಸ್ ವ್ಯವಸ್ಥೆ ಮಾಡಬೇಕೆಂದು ಯುವ ಮುಖಂಡ ಸಮೀರ ಕಲ್ಯಾಣಿ ಆಗ್ರಹಿಸಿದ್ದಾರೆ. — [680, 104, 850, 168]
music-concert-photo — [677, 322, 932, 393]
main-paragraph: ಮಕ್ಕಳು ಕಂಪ್ಯೂಟರ್,ಲ್ಯಾಪಟಾಪ್‌ನಂತಹ ಸಾಫ್ಟ್ ಡಿಜಿಟಲ್ ಡಿವೈಸ್‌ಗಳನ್ನು ಬಳಸುವ ದಾಸರಾಗುತ್ತಿದ್ದಾರೆ. ಮಕ್ಕಳಿಗೆ ಶಿಕ್ಷಣದ ಜೊತೆಗೆ ಉತ್ತಮ ಸಂಸ್ಕಾರ ನೀಡುವ ಕಾರ್ಯವಾಗಬೇಕು. — [181, 569, 336, 601]
bhoomi-text — [680, 636, 931, 832]
sahiti-text-col1 — [282, 764, 407, 1164]
vikalachetana-paragraph: ಆದುದರಿಂದ ಮಹಿಳೆಯರು ಆಧಾರ್ ಕಾರ್ಡ್ ತೋರಿಸಿ ಉಚಿತವಾಗಿ ಪ್ರಯಾಣಿಸುವಂತೆ, ವಿಕಲಚೇತನರು ತಮ್ಮ ಅಂಗವಿಕಲತಾ ಗುರುತಿನ ಚೀಟಿ (ಯು ಡಿ ಐ ಡಿ / ದಿವ್ಯಾಂಗತ ಕಾರ್ಡ್) ತೋರಿಸಿ ಪ್ರಯಾಣಿಸುವ ವ್ಯವಸ್ಥೆ ಜಾರಿಗೊಳಿಸಬೇಕು. — [411, 1327, 535, 1380]
vikalachetana-paragraph: ಇದು ದಾನವಲ್ಲ,ಇದು ಅನುಕಂಪವೂ ಅಲ್ಲ. ಇದು ಅವರ ಸಂವಿಧಾನಾತ್ಮಕ ಹಕ್ಕು. ಇಂತಹ ಐತಿಹಾಸಿಕ ತೀರ್ಮಾನದಿಂದ ಮಾತ್ರ ಕರ್ನಾಟಕ ಸರ್ಕಾರ ಅಂಗವಿಕಲರ ಶಾಪದಿಂದ ಅಲ್ಲ, ಅವರ ಹೃದಯಪೂರ್ವಕ ಆಶೀರ್ವಾದದಿಂದ ಆಡಳಿತ ನಡೆಸುವಂತಾಗುತ್ತದೆ. — [540, 1227, 664, 1292]
newspaper-logo — [429, 4, 495, 24]
sahiti-text-col2 — [413, 882, 537, 1164]
youth-event-photo — [677, 930, 932, 1048]
main-article-col1 — [14, 158, 174, 718]
section-divider — [678, 296, 932, 297]
sahiti-award-photo — [413, 766, 664, 876]
bus-text-col — [680, 104, 850, 194]
music-photo-banner: 13, 14 ಮತ್ತು 15 ಫೆಬ್ರವರಿ 2026 — [768, 341, 872, 348]
logo-text-right: ವಾಣಿ — [470, 5, 495, 21]
main-subheadline: ಬಿಎಎಸ್ ಇಂಟರ್‌ನ್ಯಾಶನಲ್ ಸ್ಕೂಲ್ ಕಟ್ಟಡ ಉದ್ಘಾಟಿಸಿ.ನಾಡಗೌಡ — [14, 94, 522, 123]
guarantee-paragraph: ಇದೇ ದಿನಾಂಕ: 18-02-2026 ಬುಧವಾರ ಸಮಯ ಬೆಳಿಗ್ಗೆ 11-00 ಗಂಟೆಗೆ ಆಡಳಿತಾರೂಢ ಫಲ್ ರಾಜ್ಯ ಸರಕಾರದ ಮಹಾತ್ವಾಕಾಂಕ್ಷಿ ಪಂಚ ಗ್ಯಾರಂಟಿ ಯೋಜನೆಗಳ ಸಂಭ್ರಮಾಚರಣೆ ಪ್ರಮುಖ — [14, 808, 164, 851]
main-paragraph: ಜಿಲ್ಲಾ ಪಂಚಾಯತಿ ಮಾಜಿ ಉಪಾಧ್ಯಕ್ಷ ಪ್ರಭುಗೌಡ ದೇಸಾಯಿ ಮಾತನಾಡಿದರು. — [508, 368, 663, 388]
youth-paragraph: ಈ ವೇಳೆ ಅಕ್ಷರ ದಾಸೋಹ ಅಧಿಕಾರಿ ಎ.ಎಮ್.ಬೇಳಗಲ, ನಿವೃತ್ತ ಪ್ರಾಧ್ಯಾಪಕ ಬಿ.ಎಮ್. ಹಿರೇಮಠ, ಕರ್ನಾಟಕ ಬ್ಯಾಂಕಿನ ವ್ಯವಸ್ಥಾಪಕ ಸಚಿನ ಬಿರಾದಾರ ಭಾಗವಹಿಸಿದ್ದರು. — [680, 1164, 931, 1184]
music-text — [680, 398, 931, 486]
vikalachetana-paragraph: ರಾಜ್ಯವ್ಯಾಪಿ ಉಚಿತ ಬಸ್ ಪ್ರಯಾಣ ಸೌಲಭ್ಯವನ್ನು ಪಂಚ ಗ್ಯಾರಂಟಿ ಯೋಜನೆ ಅಡಿಯಲ್ಲಿ ನೀಡಿರುವುದು. — [145, 1216, 271, 1247]
photo-source-tag: Collection — [891, 620, 926, 628]
main-dateline: ಮುದ್ದೇಬಿಹಾಳ: — [32, 158, 70, 167]
music-dateline: ಗದಗ: — [698, 398, 715, 407]
main-paragraph: ನಮ್ಮ ಭಾಗದಲ್ಲಿ ಶೇ.88ರಷ್ಟು ಪ್ರೌಢಶಿಕ್ಷಣದ ಫಲಿತಾಂಶ ಹೆಚ್ಚಿದೆ.ಆದರೆ ಪಿಯುಸಿ ನಂತರದ ಶಿಕ್ಷಣಕ್ಕೆ ನಮ್ಮ ಭಾಗದಲ್ಲಿ ಅದ್ಯತೆ ನೀಡಲಾಗುತ್ತಿದೆ. ಉನ್ನತ ಶಿಕ್ಷಣಕ್ಕೆ ಹೋಗುವವರ ಸಂಖ್ಯೆ ಹೆಚ್ಚಬೇಕು.ಬಿಎಎಸ್ ಸಂಸ್ಥೆಯ ಸ್ಥಾಪನೆಯಲ್ಲಿ — [14, 258, 174, 300]
sahiti-paragraph: ಕರ್ನಾಟಕ ಸರ್ಕಾರ ಸಾಹಿತ್ಯ ಸಂಸ್ಕೃತಿಕ ಚಟುವಟಿಕೆಗಳಿಗೆ ನಿರಂತರ ಬೆಂಬಲ ಸಹಕಾರ ನೀಡುವ ಜೊತೆಗೆ ಗ್ರಂಥಾಲಯ ಇಲಾಖೆಯ ಪುಸ್ತಕ ಖರೀದಿ ವಿಷಯದಲ್ಲಿನ ಗೊಂದಲ — [282, 819, 407, 862]
bus-text-full — [680, 196, 931, 296]
bhoomi-paragraph: ಈ ಸಂದರ್ಭದಲ್ಲಿ ಮಾತನಾಡಿದ ಅವರ ಈ ಭಾಗದ ನಗರಸಭಾ ಸದಸ್ಯ ರಾಘವೇಂದ್ರ ಯಳವತ್ತಿ ಹಾಗೂ ಈ ಭಾಗದ ಹಿರಿಯರ ಸಮ್ಮುಖದಲ್ಲಿ ರಸ್ತೆ ನಿರ್ಮಾಣ ಕಾರ್ಯ ಆರಂಭಿಸಲಾಗಿದೆ ಎಂದರು. ಮುಖಂಡರಾದ ಮುತ್ತಣ್ಣ ಭೂಮಿಂತ್ರಿ, ಸುರೇಶ ಮರಳಪ್ಪನವರ, ಕಂಠಿ ಭೂಮಿಂತ್ರಿ, ಸಂಜೀವ ಭೂಮಿಂತ್ರಿ, ನಿಂಗಪ್ಪ ದೊಡ್ಡಮನಿ, ಸಿದ್ದು ಪಿಂಡಕೂರ, ಮಂಜುನಾಥ ಭೂಮಿಂತ್ರಿ, ಶ್ರೀಧರ ಹಾಲಕೇರಿ, ಮೈಲಾರಿ ಮರಡೂಣಿ, ಹಾಗೂ ಇನ್ನೂ ಅನೇಕರು ಉಪಸ್ಥಿತರಿದ್ದರು. — [680, 691, 931, 745]
column-divider — [276, 728, 277, 1164]
guarantee-headline: ಜಿಲ್ಲಾ ಗ್ಯಾರಂಟಿ ಕಾರ್ಯಾಗಾರ — [14, 731, 238, 759]
sahiti-paragraph: ಕರ್ನಾಟಕ ಸರ್ಕಾರ ಸಾಹಿತ್ಯ ಸಂಸ್ಕೃತಿಕ ಚಟುವಟಿಕೆಗಳಿಗೆ ನಿರಂತರ ಬೆಂಬಲ ಸಹಕಾರ ನೀಡುವ ಜೊತೆಗೆ ಗ್ರಂಥಾಲಯ ಇಲಾಖೆಯ ಪುಸ್ತಕ ಖರೀದಿ ವಿಷಯದಲ್ಲಿನ ಗೊಂದಲ — [413, 926, 537, 969]
youth-headline-line1: ದೇಶದ ಅಭಿವೃದ್ಧಿಯಲ್ಲಿ ಯುವ — [680, 865, 863, 887]
english-date: 17 February 2026, TUESDAY — [31, 7, 197, 22]
sahiti-headline: ಸಾಹಿತಿ ಮಕಾನದಾರೆ ಪ್ರಕಾಶಕ ಪ್ರಶಸ್ತಿ ಪ್ರದಾನ — [282, 732, 596, 758]
section-divider — [14, 724, 664, 726]
page-number-value: 3 — [873, 2, 886, 27]
bhoomi-puja-photo — [677, 518, 932, 632]
main-paragraph: ಬೆಳಕನ್ನು ನೀಡುವಂತಹದ್ದು ವಿದ್ಯೆ. ಅಕ್ಷರಗಳನ್ನು ಕಲಿಯುವುದಕ್ಕೆ ಶಾಲೆಗೆ ಬರಬೇಕು.ಉತ್ತಮವಾದ ಶಿಕ್ಷಣ ಮಕ್ಕಳಿಗೆ ಸಿಗಬೇಕು ಎಂದರು. — [344, 368, 500, 399]
